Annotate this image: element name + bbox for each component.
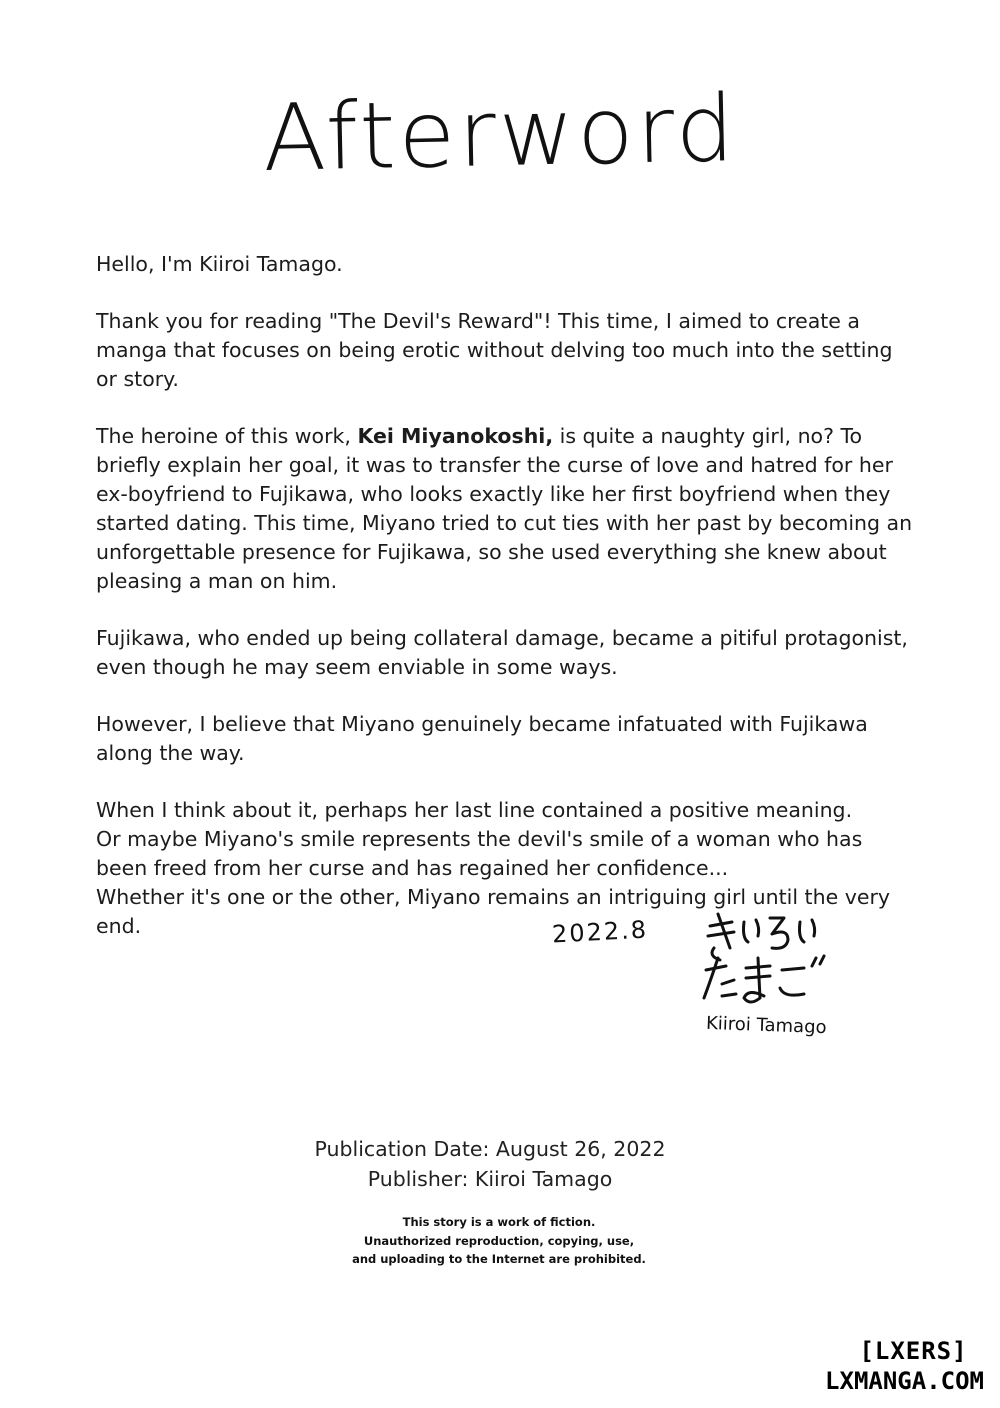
- publication-info: [0, 1134, 1000, 1194]
- legal-line-2: Unauthorized reproduction, copying, use,: [363, 1233, 635, 1248]
- paragraph-closing-line-2: Or maybe Miyano's smile represents the devil's smile of a woman who has been freed from her curse and has regained her confidence...: [96, 827, 863, 880]
- heroine-name: Kei Miyanokoshi,: [357, 424, 554, 448]
- watermark-line-2: LXMANGA.COM: [825, 1367, 984, 1395]
- paragraph-heroine-start: The heroine of this work,: [96, 424, 358, 448]
- signature-date: 2022.8: [551, 915, 649, 949]
- publication-date: Publication Date: August 26, 2022: [314, 1137, 666, 1161]
- site-watermark: [825, 1336, 984, 1396]
- paragraph-greeting: Hello, I'm Kiiroi Tamago.: [96, 252, 343, 276]
- paragraph-heroine: [96, 422, 916, 596]
- handwritten-signature: [700, 908, 850, 1008]
- paragraph-infatuation: However, I believe that Miyano genuinely became infatuated with Fujikawa along the way.: [96, 712, 868, 765]
- afterword-body: [96, 250, 916, 941]
- watermark-line-1: [LXERS]: [859, 1337, 968, 1365]
- page-title: Afterword: [261, 75, 739, 192]
- signature-name: Kiiroi Tamago: [705, 1012, 827, 1039]
- paragraph-closing-line-1: When I think about it, perhaps her last line contained a positive meaning.: [96, 798, 853, 822]
- legal-line-3: and uploading to the Internet are prohibited.: [352, 1252, 646, 1266]
- paragraph-closing-line-3: Whether it's one or the other, Miyano remains an intriguing girl until the very end.: [96, 885, 891, 938]
- publisher: Publisher: Kiiroi Tamago: [367, 1167, 613, 1191]
- paragraph-fujikawa: Fujikawa, who ended up being collateral damage, became a pitiful protagonist, even though he may seem enviable in some ways.: [96, 626, 908, 679]
- legal-notice: [0, 1213, 1000, 1269]
- paragraph-thanks: Thank you for reading "The Devil's Reward"! This time, I aimed to create a manga that focuses on being erotic without delving too much into the setting or story.: [96, 309, 893, 391]
- legal-line-1: This story is a work of fiction.: [402, 1215, 596, 1229]
- paragraph-heroine-rest: is quite a naughty girl, no? To briefly explain her goal, it was to transfer the curse of love and hatred for her ex-boyfriend to Fujikawa, who looks exactly like her first boyfriend when they started dating. This time, Miyano tried to cut ties with her past by becoming an unforgettable presence for Fujikawa, so she used everything she knew about pleasing a man on him.: [96, 424, 913, 593]
